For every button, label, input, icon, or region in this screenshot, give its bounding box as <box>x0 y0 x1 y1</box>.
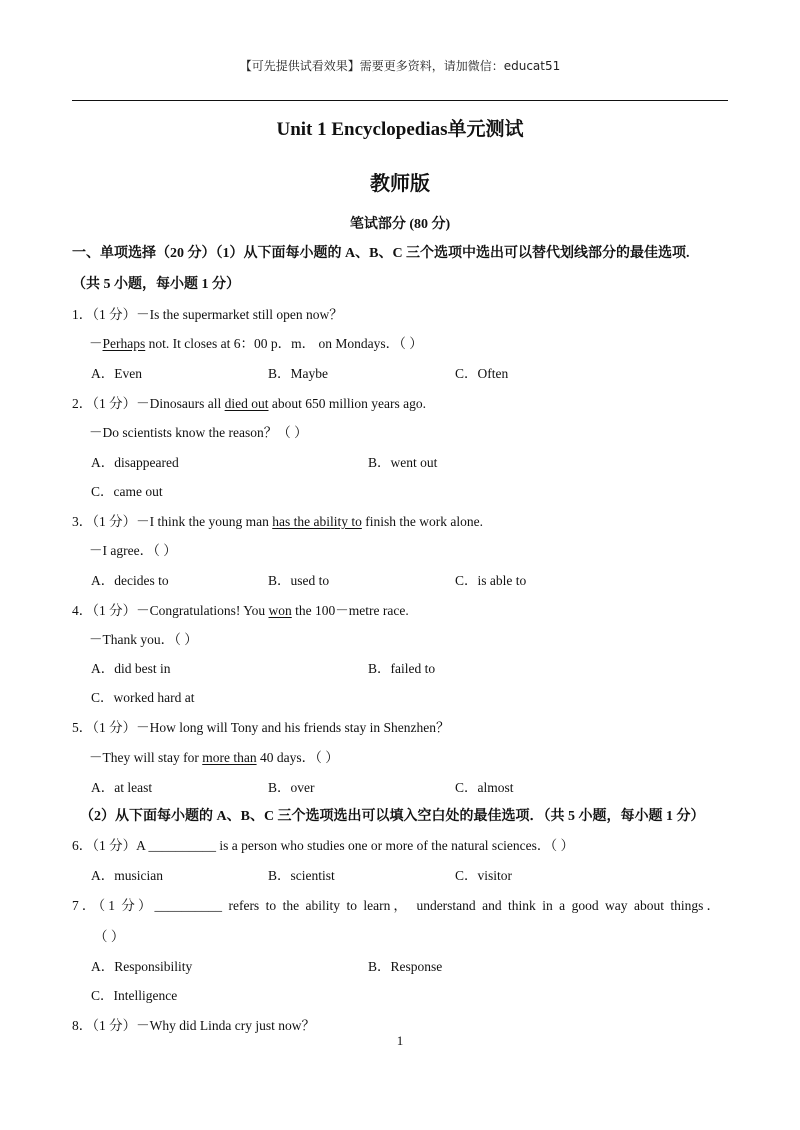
option-1a: A．Even <box>91 366 142 381</box>
question-8: 8．（1 分）－Why did Linda cry just now？ <box>72 1018 315 1033</box>
header-rule <box>72 100 728 101</box>
option-4b: B．failed to <box>368 661 436 676</box>
question-4: 4．（1 分）－Congratulations! You won the 100－metre race. <box>72 603 409 618</box>
underlined-phrase: has the ability to <box>272 514 362 529</box>
answer-prompt-3: －I agree．（ ） <box>89 543 177 558</box>
option-7b: B．Response <box>368 959 443 974</box>
option-4c: C．worked hard at <box>91 690 195 705</box>
option-2c: C．came out <box>91 484 163 499</box>
section2-heading: （2）从下面每小题的 A、B、C 三个选项选出可以填入空白处的最佳选项．（共 5 小题，每小题 1 分） <box>80 809 705 824</box>
option-7c: C．Intelligence <box>91 988 178 1003</box>
document-title: Unit 1 Encyclopedias单元测试 <box>276 119 524 140</box>
underlined-phrase: more than <box>202 750 257 765</box>
section1-heading: 一、单项选择（20 分）（1）从下面每小题的 A、B、C 三个选项中选出可以替代划线部分的最佳选项. <box>72 246 690 261</box>
question-7: 7．（1 分）__________ refers to the ability to learn， understand and think in a good way about things． <box>72 898 720 913</box>
option-1c: C．Often <box>455 366 509 381</box>
question-6: 6．（1 分）A __________ is a person who studies one or more of the natural sciences．（ ） <box>72 838 575 853</box>
option-2b: B．went out <box>368 455 438 470</box>
option-6c: C．visitor <box>455 868 513 883</box>
option-6a: A．musician <box>91 868 163 883</box>
option-5a: A．at least <box>91 780 153 795</box>
answer-prompt-5: －They will stay for more than 40 days．（ ） <box>89 750 339 765</box>
option-1b: B．Maybe <box>268 366 328 381</box>
part-heading: 笔试部分 (80 分) <box>349 217 451 232</box>
underlined-phrase: died out <box>224 396 269 411</box>
option-3a: A．decides to <box>91 573 169 588</box>
underlined-phrase: Perhaps <box>102 336 146 351</box>
option-4a: A．did best in <box>91 661 171 676</box>
header-banner: 【可先提供试看效果】需要更多资料，请加微信：educat51 <box>239 59 561 73</box>
question-1: 1．（1 分）－Is the supermarket still open now？ <box>72 307 343 322</box>
option-7a: A．Responsibility <box>91 959 193 974</box>
question-3: 3．（1 分）－I think the young man has the ability to finish the work alone. <box>72 514 483 529</box>
section1-heading-cont: （共 5 小题，每小题 1 分） <box>72 277 240 292</box>
question-2: 2．（1 分）－Dinosaurs all died out about 650 million years ago. <box>72 396 426 411</box>
option-3c: C．is able to <box>455 573 527 588</box>
option-6b: B．scientist <box>268 868 335 883</box>
option-3b: B．used to <box>268 573 330 588</box>
document-subtitle: 教师版 <box>370 173 430 195</box>
option-5b: B．over <box>268 780 315 795</box>
question-5: 5．（1 分）－How long will Tony and his friends stay in Shenzhen？ <box>72 720 450 735</box>
answer-prompt-4: －Thank you．（ ） <box>89 632 198 647</box>
answer-prompt-1: －Perhaps not. It closes at 6：00 p．m． on Mondays．（ ） <box>89 336 423 351</box>
option-2a: A．disappeared <box>91 455 179 470</box>
answer-prompt-2: －Do scientists know the reason？（ ） <box>89 425 308 440</box>
option-5c: C．almost <box>455 780 514 795</box>
question-7-cont: （ ） <box>94 929 125 944</box>
page-number: 1 <box>396 1033 404 1048</box>
underlined-phrase: won <box>268 603 292 618</box>
